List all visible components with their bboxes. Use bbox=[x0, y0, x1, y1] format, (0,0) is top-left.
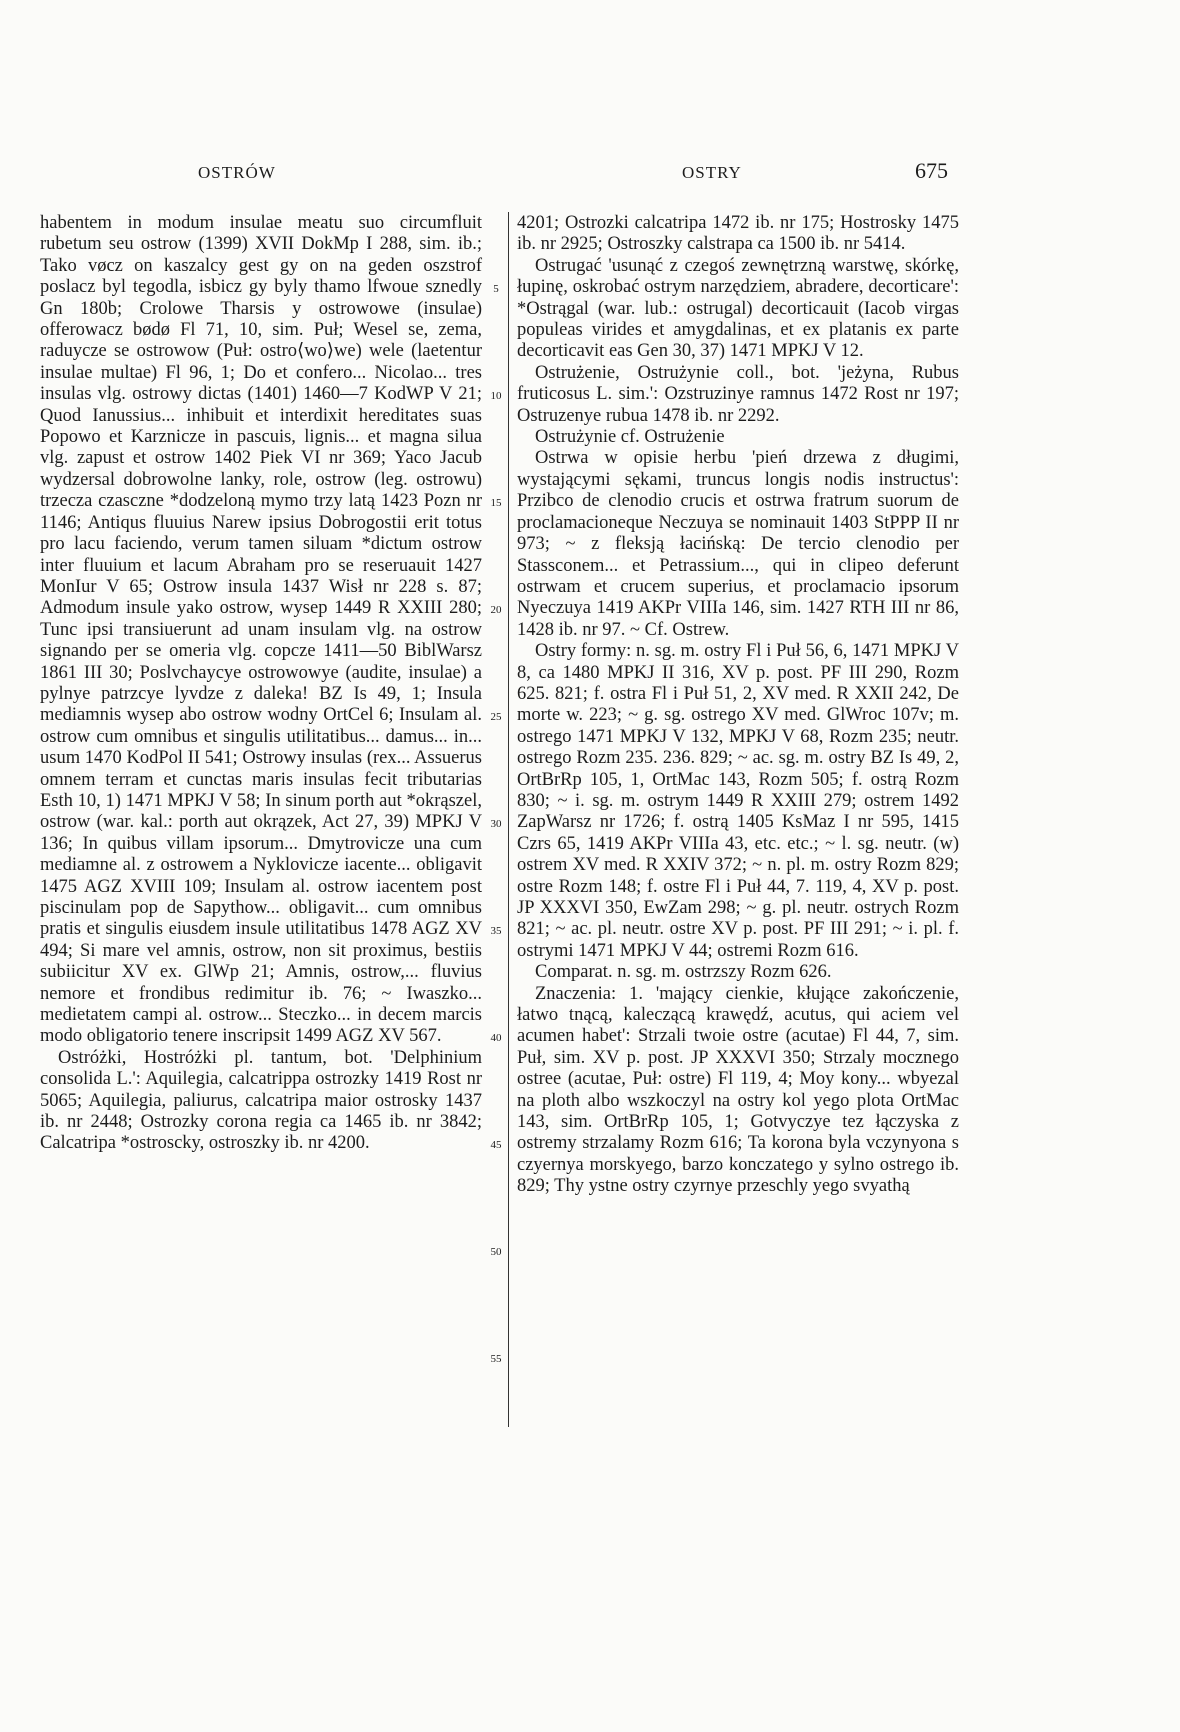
line-number: 20 bbox=[490, 604, 502, 616]
page-number: 675 bbox=[915, 158, 948, 183]
line-number: 40 bbox=[490, 1032, 502, 1044]
line-number: 50 bbox=[490, 1246, 502, 1258]
left-column bbox=[40, 213, 482, 1155]
line-number: 15 bbox=[490, 497, 502, 509]
line-number: 30 bbox=[490, 818, 502, 830]
entry-ostrow-continued: habentem in modum insulae meatu suo circumfluit rubetum seu ostrow (1399) XVII DokMp I 288, sim. ib.; Tako vøcz on kaszalcy gest gy on na geden oszstrof poslacz byl tegodla, isbicz gy byly thamo lfwoue sznedly Gn 180b; Crolowe Tharsis y ostrowowe (insulae) offerowacz bødø Fl 71, 10, sim. Puł; Wesel se, zema, raduycze se ostrowow (Puł: ostro⟨wo⟩we) wele (laetentur insulae multae) Fl 96, 1; Do et confero... Nicolao... tres insulas vlg. ostrowy dictas (1401) 1460—7 KodWP V 21; Quod Ianussius... inhibuit et interdixit hereditates suas Popowo et Karznicze in pascuis, lignis... et magna silua vlg. zapust et ostrow 1402 Piek VI nr 369; Yaco Jacub wydzersal dobrowolne lanky, role, ostrow (leg. ostrowu) trzecza czasczne *dodzeloną mymo trzy latą 1423 Pozn nr 1146; Antiqus fluuius Narew ipsius Dobrogostii erit totus pro lacu faciendo, verum tamen siluam *dictum ostrow inter fluuium et lacum Abraham pro se reseruauit 1427 MonIur V 65; Ostrow insula 1437 Wisł nr 228 s. 87; Admodum insule yako ostrow, wysep 1449 R XXIII 280; Tunc ipsi transiuerunt ad unam insulam vlg. na ostrow signando per se omeria vlg. copcze 1411—50 BiblWarsz 1861 III 30; Poslvchaycye ostrowowye (audite, insulae) a pylnye patrzcye lyvdze z daleka! BZ Is 49, 1; Insula mediamnis wysep abo ostrow wodny OrtCel 6; Insulam al. ostrow cum omnibus et singulis utilitatibus... damus... in... usum 1470 KodPol II 541; Ostrowy insulas (rex... Assuerus omnem terram et cunctas maris insulas fecit tributarias Esth 10, 1) 1471 MPKJ V 58; In sinum porth aut *okrąszel, ostrow (war. kal.: porth aut okrązek, Act 27, 39) MPKJ V 136; In quibus villam ipsorum... Dmytrovicze una cum mediamne al. z ostrowem a Nyklovicze iacente... obligavit 1475 AGZ XVIII 109; Insulam al. ostrow iacentem post piscinulam pop de Sapythow... obligavit... cum omnibus pratis et singulis eiusdem insule utilitatibus 1478 AGZ XV 494; Si mare vel amnis, ostrow, non sit proximus, bestiis subiicitur XV ex. GlWp 21; Amnis, ostrow,... fluvius nemore et frondibus redimitur ib. 76; ~ Iwaszko... medietatem campi al. ostrow... Steczko... in decem marcis modo obligatorio tenere inscripsit 1499 AGZ XV 567. bbox=[40, 213, 482, 1047]
column-rule-left bbox=[508, 212, 509, 1427]
line-number: 25 bbox=[490, 711, 502, 723]
line-number: 5 bbox=[493, 283, 499, 295]
entry-ostrugac: Ostrugać 'usunąć z czegoś zewnętrzną warstwę, skórkę, łupinę, oskrobać ostrym narzędziem, abradere, decorticare': *Ostrągal (war. lub.: ostrugal) decorticauit (Iacob virgas populeas virides et amygdalinas, et ex platanis ex parte decorticavit eas Gen 30, 37) 1471 MPKJ V 12. bbox=[517, 255, 959, 362]
line-number: 35 bbox=[490, 925, 502, 937]
line-number: 10 bbox=[490, 390, 502, 402]
entry-ostruzenie: Ostrużenie, Ostrużynie coll., bot. 'jeżyna, Rubus fruticosus L. sim.': Ozstruzinye ramnus 1472 Rost nr 197; Ostruzenye rubua 1478 ib. nr 2292. bbox=[517, 362, 959, 426]
running-head-center: OSTRY bbox=[682, 163, 742, 182]
entry-ostruzynie: Ostrużynie cf. Ostrużenie bbox=[535, 427, 725, 448]
entry-ostrwa: Ostrwa w opisie herbu 'pień drzewa z długimi, wystającymi sękami, truncus longis nodis instructus': Przibco de clenodio crucis et ostrwa fratrum suorum de proclamacioneque Neczuya se nominauit 1403 StPPP II nr 973; ~ z fleksją łacińską: De tercio clenodio per Stassconem... et Petrassium..., qui in clipeo deferunt ostrwam et crucem superius, et proclamacio ipsorum Nyeczuya 1419 AKPr VIIIa 146, sim. 1427 RTH III nr 86, 1428 ib. nr 97. ~ Cf. Ostrew. bbox=[517, 448, 959, 640]
line-number: 55 bbox=[490, 1353, 502, 1365]
entry-ostry-comparat: Comparat. n. sg. m. ostrzszy Rozm 626. bbox=[535, 962, 832, 983]
entry-ostry-znaczenia: Znaczenia: 1. 'mający cienkie, kłujące zakończenie, łatwo tnącą, kaleczącą krawędź, acutus, qui aciem vel acumen habet': Strzali twoie ostre (acutae) Fl 44, 7, sim. Puł, sim. XV p. post. JP XXXVI 350; Strzaly mocznego ostree (acutae, Puł: ostre) Fl 119, 4; Moy kony... wbyezal na ploth albo wszkoczyl na ostry kol yego plota OrtMac 143, sim. OrtBrRp 105, 1; Gotvyczye tez łączyska z ostremy strzalamy Rozm 616; Ta korona byla vczynyona s czyernya morskyego, barzo konczatego y sylno ostrego ib. 829; Thy ystne ostry czyrnye przeschly yego svyathą bbox=[517, 983, 959, 1197]
right-column bbox=[517, 213, 959, 1198]
entry-ostry-formy: Ostry formy: n. sg. m. ostry Fl i Puł 56, 6, 1471 MPKJ V 8, ca 1480 MPKJ II 316, XV p. post. PF III 290, Rozm 625. 821; f. ostra Fl i Puł 51, 2, XV med. R XXII 242, De morte w. 223; ~ g. sg. ostrego XV med. GlWroc 107v; m. ostrego 1471 MPKJ V 132, MPKJ V 68, Rozm 235; neutr. ostrego Rozm 235. 236. 829; ~ ac. sg. m. ostry BZ Is 49, 2, OrtBrRp 105, 1, OrtMac 143, Rozm 505; f. ostrą Rozm 830; ~ i. sg. m. ostrym 1449 R XXIII 279; ostrem 1492 ZapWarsz nr 1726; f. ostrą 1405 KsMaz I nr 595, 1415 Czrs 65, 1419 AKPr VIIIa 43, etc. etc.; ~ l. sg. neutr. (w) ostrem XV med. R XXIV 372; ~ n. pl. m. ostry Rozm 829; ostre Rozm 148; f. ostre Fl i Puł 44, 7. 119, 4, XV p. post. JP XXXVI 350, EwZam 298; ~ g. pl. neutr. ostrych Rozm 821; ~ ac. pl. neutr. ostre XV p. post. PF III 291; ~ i. pl. f. ostrymi 1471 MPKJ V 44; ostremi Rozm 616. bbox=[517, 641, 959, 961]
entry-ostrozki-continued: 4201; Ostrozki calcatripa 1472 ib. nr 175; Hostrosky 1475 ib. nr 2925; Ostroszky calstrapa ca 1500 ib. nr 5414. bbox=[517, 213, 959, 255]
line-number: 45 bbox=[490, 1139, 502, 1151]
running-head-left: OSTRÓW bbox=[198, 163, 276, 182]
entry-ostrozki: Ostróżki, Hostróżki pl. tantum, bot. 'Delphinium consolida L.': Aquilegia, calcatrippa ostrozky 1419 Rost nr 5065; Aquilegia, paliurus, calcatripa maior ostrosky 1437 ib. nr 2448; Ostrozky corona regia ca 1465 ib. nr 3842; Calcatripa *ostroscky, ostroszky ib. nr 4200. bbox=[40, 1047, 482, 1154]
